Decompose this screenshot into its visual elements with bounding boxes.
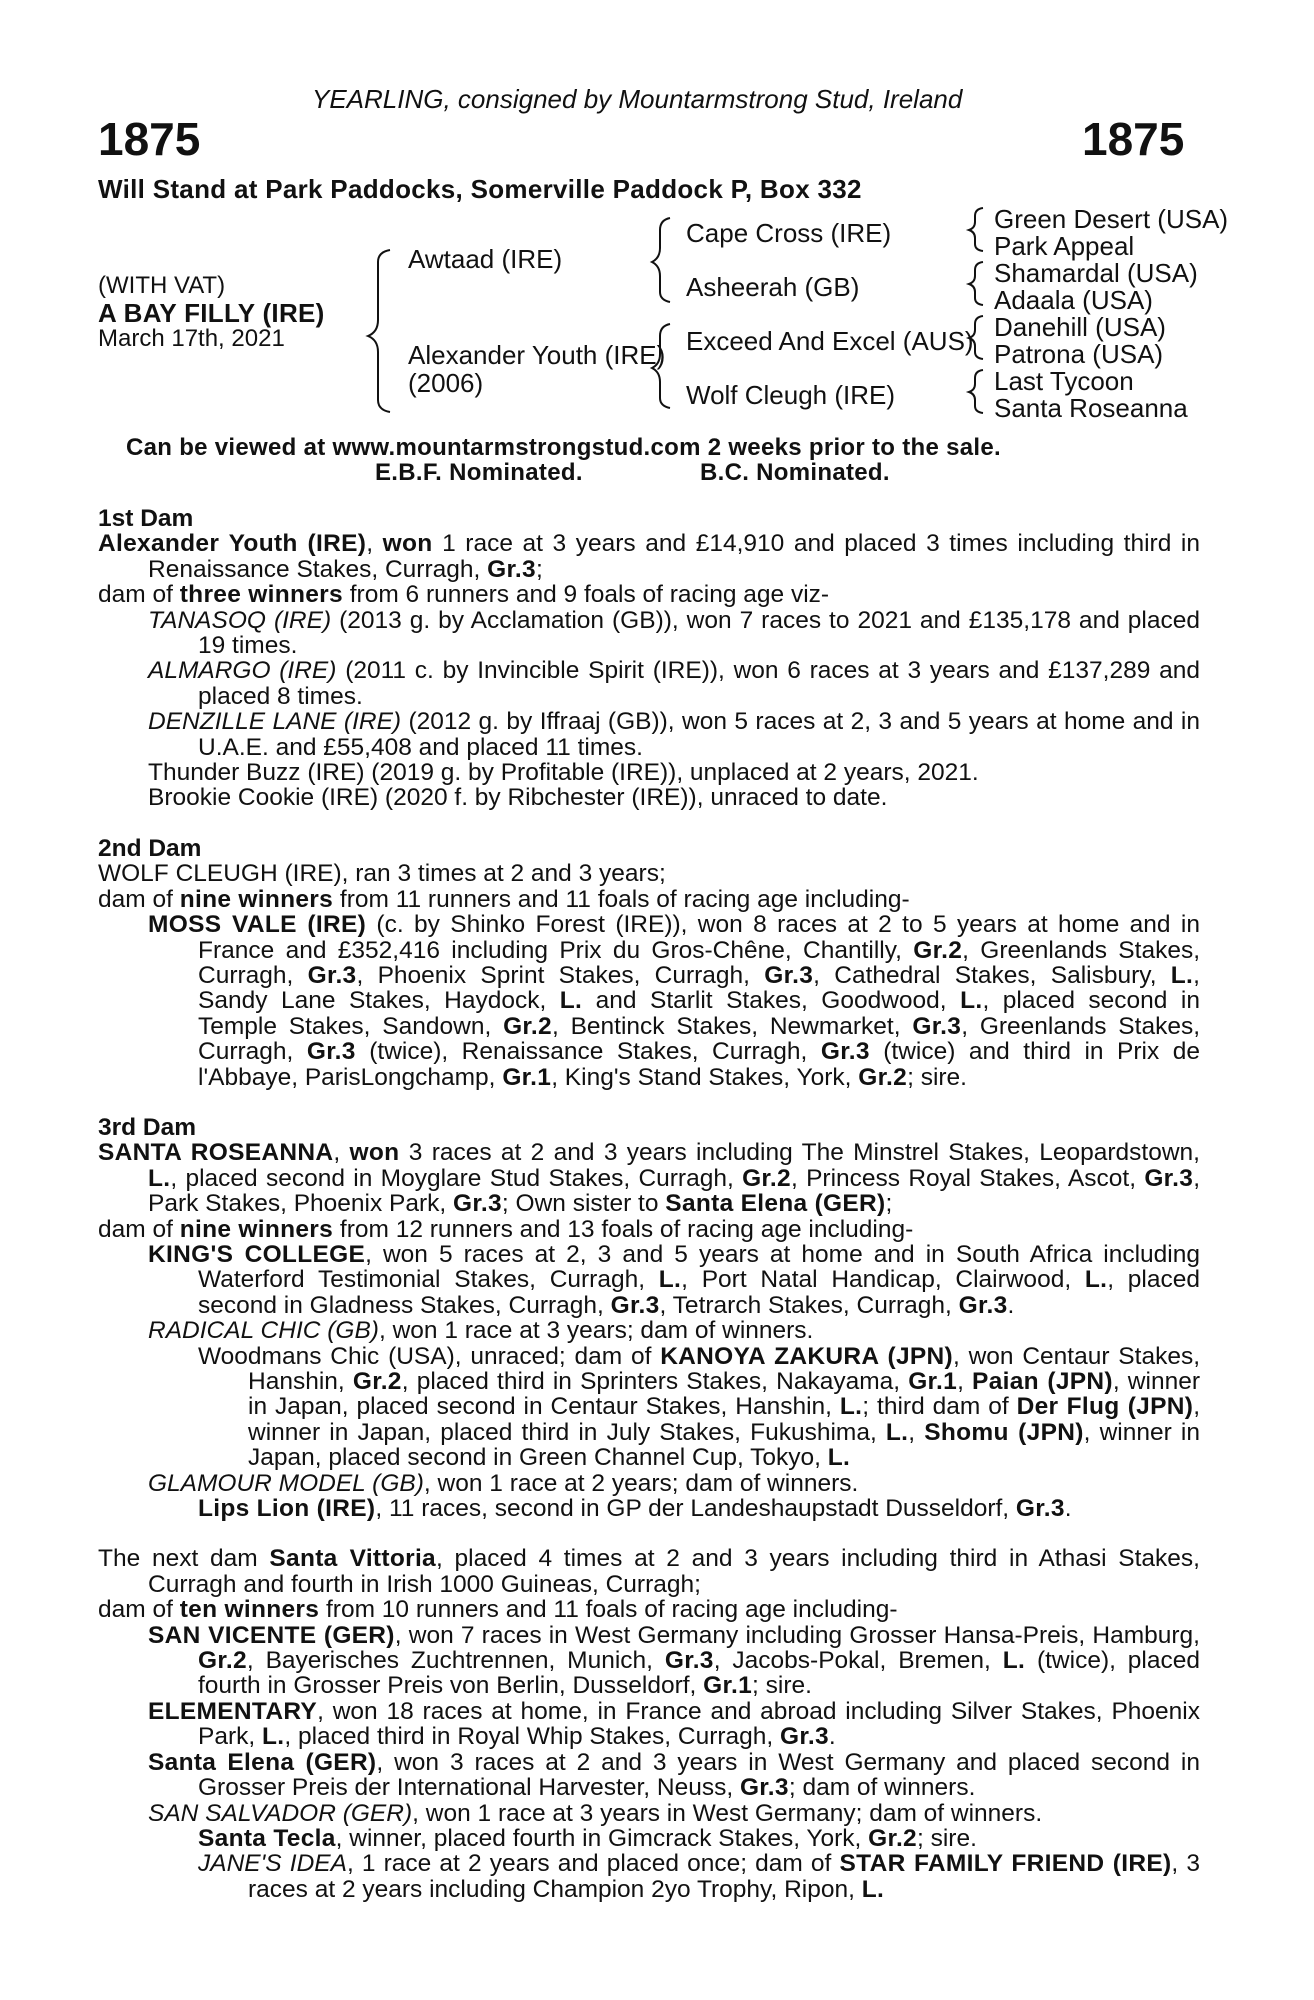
third-dam-produce-summary: dam of nine winners from 12 runners and 13 foals of racing age including- — [98, 1215, 914, 1243]
second-dam-heading: 2nd Dam — [98, 834, 202, 862]
horse-description: A BAY FILLY (IRE) — [98, 298, 325, 328]
produce-denzille-lane: DENZILLE LANE (IRE) (2012 g. by Iffraaj (GB)), won 5 races at 2, 3 and 5 years at home and in U.A.E. and £55,408 and placed 11 times. — [148, 708, 1200, 761]
produce-santa-elena: Santa Elena (GER), won 3 races at 2 and 3 years in West Germany and placed second in Grosser Preis der International Harvester, Neuss, Gr.3; dam of winners. — [148, 1748, 1200, 1802]
next-dam-record: The next dam Santa Vittoria, placed 4 times at 2 and 3 years including third in Athasi Stakes, Curragh and fourth in Irish 1000 Guineas, Curragh; — [98, 1545, 1200, 1598]
foaling-date: March 17th, 2021 — [98, 325, 285, 352]
pedigree-dds: Last Tycoon — [994, 366, 1134, 396]
vat-note: (WITH VAT) — [98, 272, 226, 299]
produce-glamour-model: GLAMOUR MODEL (GB), won 1 race at 2 years; dam of winners. — [148, 1469, 859, 1497]
produce-radical-chic: RADICAL CHIC (GB), won 1 race at 3 years; dam of winners. — [148, 1317, 814, 1345]
produce-thunder-buzz: Thunder Buzz (IRE) (2019 g. by Profitable (IRE)), unplaced at 2 years, 2021. — [148, 759, 979, 787]
first-dam-record: Alexander Youth (IRE), won 1 race at 3 years and £14,910 and placed 3 times including third in Renaissance Stakes, Curragh, Gr.3; — [98, 530, 1200, 583]
produce-kings-college: KING'S COLLEGE, won 5 races at 2, 3 and 5 years at home and in South Africa including Waterford Testimonial Stakes, Curragh, L., Port Natal Handicap, Clairwood, L., placed second in Gladness Stakes, Curragh, Gr.3, Tetrarch Stakes, Curragh, Gr.3. — [148, 1240, 1200, 1319]
catalogue-body — [98, 506, 1200, 1902]
produce-almargo: ALMARGO (IRE) (2011 c. by Invincible Spirit (IRE)), won 6 races at 3 years and £137,289 and placed 8 times. — [148, 657, 1200, 710]
first-dam-produce-summary: dam of three winners from 6 runners and 9 foals of racing age viz- — [98, 581, 830, 609]
consignment-line: YEARLING, consigned by Mountarmstrong Stud, Ireland — [312, 84, 963, 114]
pedigree-ssd: Park Appeal — [994, 231, 1135, 261]
produce-woodmans-chic: Woodmans Chic (USA), unraced; dam of KANOYA ZAKURA (JPN), won Centaur Stakes, Hanshin, Gr.2, placed third in Sprinters Stakes, Nakayama, Gr.1, Paian (JPN), winner in Japan, placed second in Centaur Stakes, Hanshin, L.; third dam of Der Flug (JPN), winner in Japan, placed third in July Stakes, Fukushima, L., Shomu (JPN), winner in Japan, placed second in Green Channel Cup, Tokyo, L. — [198, 1342, 1201, 1472]
viewing-note: Can be viewed at www.mountarmstrongstud.com 2 weeks prior to the sale. — [126, 434, 1001, 461]
pedigree-sire-sire: Cape Cross (IRE) — [686, 218, 892, 248]
produce-tanasoq: TANASOQ (IRE) (2013 g. by Acclamation (GB)), won 7 races to 2021 and £135,178 and placed 19 times. — [148, 606, 1200, 660]
second-dam-produce-summary: dam of nine winners from 11 runners and 11 foals of racing age including- — [98, 885, 910, 913]
produce-santa-tecla: Santa Tecla, winner, placed fourth in Gimcrack Stakes, York, Gr.2; sire. — [198, 1824, 977, 1852]
pedigree-sire-dam: Asheerah (GB) — [686, 272, 860, 302]
pedigree-dam: Alexander Youth (IRE) — [408, 340, 666, 370]
pedigree-dsd: Patrona (USA) — [994, 339, 1164, 369]
produce-janes-idea: JANE'S IDEA, 1 race at 2 years and placed once; dam of STAR FAMILY FRIEND (IRE), 3 races at 2 years including Champion 2yo Trophy, Ripon, L. — [198, 1850, 1200, 1903]
produce-moss-vale: MOSS VALE (IRE) (c. by Shinko Forest (IRE)), won 8 races at 2 to 5 years at home and in France and £352,416 including Prix du Gros-Chêne, Chantilly, Gr.2, Greenlands Stakes, Curragh, Gr.3, Phoenix Sprint Stakes, Curragh, Gr.3, Cathedral Stakes, Salisbury, L., Sandy Lane Stakes, Haydock, L. and Starlit Stakes, Goodwood, L., placed second in Temple Stakes, Sandown, Gr.2, Bentinck Stakes, Newmarket, Gr.3, Greenlands Stakes, Curragh, Gr.3 (twice), Renaissance Stakes, Curragh, Gr.3 (twice) and third in Prix de l'Abbaye, ParisLongchamp, Gr.1, King's Stand Stakes, York, Gr.2; sire. — [148, 911, 1201, 1091]
stand-location: Will Stand at Park Paddocks, Somerville Paddock P, Box 332 — [98, 174, 862, 204]
lot-number-right: 1875 — [1082, 113, 1185, 165]
pedigree-dam-sire: Exceed And Excel (AUS) — [686, 326, 974, 356]
next-dam-produce-summary: dam of ten winners from 10 runners and 11 foals of racing age including- — [98, 1596, 898, 1624]
pedigree-dam-dam: Wolf Cleugh (IRE) — [686, 380, 896, 410]
third-dam-heading: 3rd Dam — [98, 1113, 197, 1141]
produce-lips-lion: Lips Lion (IRE), 11 races, second in GP der Landeshaupstadt Dusseldorf, Gr.3. — [198, 1495, 1072, 1523]
first-dam-heading: 1st Dam — [98, 505, 194, 532]
pedigree-dam-year: (2006) — [408, 368, 484, 398]
pedigree-ddd: Santa Roseanna — [994, 393, 1188, 423]
pedigree-dss: Danehill (USA) — [994, 312, 1166, 342]
third-dam-record: SANTA ROSEANNA, won 3 races at 2 and 3 years including The Minstrel Stakes, Leopardstown, L., placed second in Moyglare Stud Stakes, Curragh, Gr.2, Princess Royal Stakes, Ascot, Gr.3, Park Stakes, Phoenix Park, Gr.3; Own sister to Santa Elena (GER); — [98, 1139, 1200, 1218]
bc-nomination: B.C. Nominated. — [700, 459, 890, 486]
produce-san-salvador: SAN SALVADOR (GER), won 1 race at 3 years in West Germany; dam of winners. — [148, 1799, 1043, 1827]
lot-number-left: 1875 — [98, 113, 201, 165]
second-dam-record: WOLF CLEUGH (IRE), ran 3 times at 2 and 3 years; — [98, 860, 666, 888]
pedigree-sds: Shamardal (USA) — [994, 258, 1198, 288]
produce-elementary: ELEMENTARY, won 18 races at home, in France and abroad including Silver Stakes, Phoenix Park, L., placed third in Royal Whip Stakes, Curragh, Gr.3. — [148, 1697, 1200, 1751]
pedigree-sdd: Adaala (USA) — [994, 285, 1153, 315]
pedigree-sire: Awtaad (IRE) — [408, 244, 563, 274]
ebf-nomination: E.B.F. Nominated. — [375, 459, 583, 486]
produce-san-vicente: SAN VICENTE (GER), won 7 races in West Germany including Grosser Hansa-Preis, Hamburg, Gr.2, Bayerisches Zuchtrennen, Munich, Gr.3, Jacobs-Pokal, Bremen, L. (twice), placed fourth in Grosser Preis von Berlin, Dusseldorf, Gr.1; sire. — [148, 1621, 1201, 1700]
produce-brookie-cookie: Brookie Cookie (IRE) (2020 f. by Ribchester (IRE)), unraced to date. — [148, 784, 888, 812]
pedigree-sss: Green Desert (USA) — [994, 204, 1229, 234]
